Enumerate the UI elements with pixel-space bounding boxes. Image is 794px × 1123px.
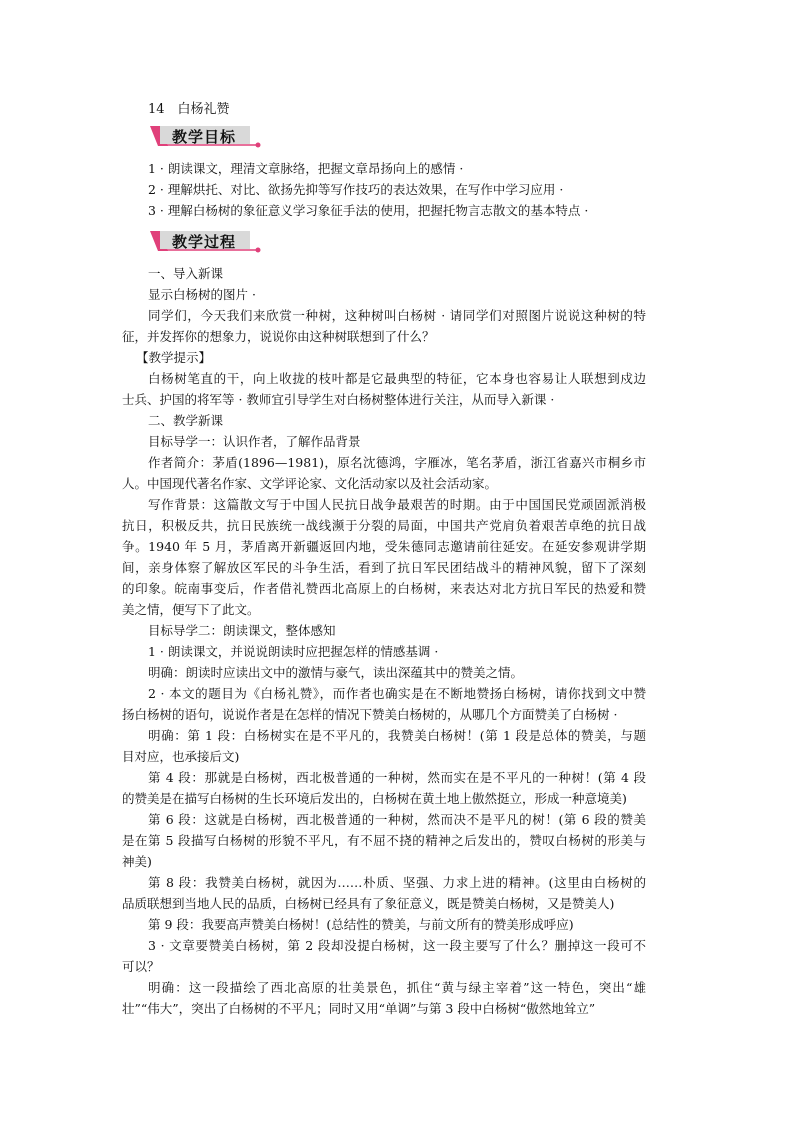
- text-line: 壮”“伟大”，突出了白杨树的不平凡；同时又用“单调”与第 3 段中白杨树“傲然地耸立”: [122, 1001, 596, 1016]
- text-line: 明确：这一段描绘了西北高原的壮美景色，抓住“黄与绿主宰着”这一特色，突出“雄: [148, 980, 646, 995]
- text-line: 写作背景：这篇散文写于中国人民抗日战争最艰苦的时期。由于中国国民党顽固派消极: [148, 497, 646, 512]
- text-line: 一、导入新课: [148, 266, 224, 281]
- text-line: 白杨树笔直的干，向上收拢的枝叶都是它最典型的特征，它本身也容易让人联想到戍边: [148, 371, 646, 386]
- text-line: 明确：朗读时应读出文中的激情与豪气，读出深蕴其中的赞美之情。: [148, 665, 524, 680]
- text-line: 争。1940 年 5 月，茅盾离开新疆返回内地，受朱德同志邀请前往延安。在延安参观讲学期: [122, 539, 646, 554]
- text-line: 美之情，便写下了此文。: [122, 602, 260, 617]
- section-heading-goals: 教学目标: [172, 128, 237, 146]
- text-line: 【教学提示】: [136, 350, 212, 365]
- text-line: 可以？: [122, 959, 160, 974]
- text-line: 品质联想到当地人民的品质，白杨树已经具有了象征意义，既是赞美白杨树，又是赞美人): [122, 896, 615, 911]
- text-line: 明确：第 1 段：白杨树实在是不平凡的，我赞美白杨树！(第 1 段是总体的赞美，与题: [148, 728, 646, 743]
- text-line: 3 · 文章要赞美白杨树，第 2 段却没提白杨树，这一段主要写了什么？删掉这一段可不: [148, 938, 646, 953]
- text-line: 的赞美是在描写白杨树的生长环境后发出的，白杨树在黄土地上傲然挺立，形成一种意境美): [122, 791, 627, 806]
- text-line: 目标导学二：朗读课文，整体感知: [148, 623, 336, 638]
- text-line: 士兵、护国的将军等 · 教师宜引导学生对白杨树整体进行关注，从而导入新课 ·: [122, 392, 555, 407]
- text-line: 目标导学一：认识作者，了解作品背景: [148, 434, 361, 449]
- text-line: 第 4 段：那就是白杨树，西北极普通的一种树，然而实在是不平凡的一种树！(第 4 段: [148, 770, 646, 785]
- goal-item: 1 · 朗读课文，理清文章脉络，把握文章昂扬向上的感情 ·: [148, 161, 464, 176]
- text-line: 的印象。皖南事变后，作者借礼赞西北高原上的白杨树，来表达对北方抗日军民的热爱和赞: [122, 581, 646, 596]
- text-line: 1 · 朗读课文，并说说朗读时应把握怎样的情感基调 ·: [148, 644, 439, 659]
- section-banner-goals: [146, 124, 264, 148]
- text-line: 二、教学新课: [148, 413, 224, 428]
- text-line: 抗日，积极反共，抗日民族统一战线濒于分裂的局面，中国共产党肩负着艰苦卓绝的抗日战: [122, 518, 646, 533]
- text-line: 扬白杨树的语句，说说作者是在怎样的情况下赞美白杨树的，从哪几个方面赞美了白杨树 ·: [122, 707, 618, 722]
- section-banner-process: [146, 229, 264, 253]
- text-line: 是在第 5 段描写白杨树的形貌不平凡，有不屈不挠的精神之后发出的，赞叹白杨树的形美与: [122, 833, 646, 848]
- text-line: 间，亲身体察了解放区军民的斗争生活，看到了抗日军民团结战斗的精神风貌，留下了深刻: [122, 560, 646, 575]
- section-heading-process: 教学过程: [172, 233, 237, 251]
- text-line: 第 9 段：我要高声赞美白杨树！(总结性的赞美，与前文所有的赞美形成呼应): [148, 917, 574, 932]
- text-line: 同学们，今天我们来欣赏一种树，这种树叫白杨树 · 请同学们对照图片说说这种树的特: [148, 308, 646, 323]
- goal-item: 2 · 理解烘托、对比、欲扬先抑等写作技巧的表达效果，在写作中学习应用 ·: [148, 182, 564, 197]
- text-line: 第 8 段：我赞美白杨树，就因为……朴质、坚强、力求上进的精神。(这里由白杨树的: [148, 875, 646, 890]
- text-line: 显示白杨树的图片 ·: [148, 287, 256, 302]
- text-line: 目对应，也承接后文): [122, 749, 240, 764]
- text-line: 作者简介：茅盾(1896—1981)，原名沈德鸿，字雁冰，笔名茅盾，浙江省嘉兴市桐乡市: [148, 455, 646, 470]
- text-line: 2 · 本文的题目为《白杨礼赞》，而作者也确实是在不断地赞扬白杨树，请你找到文中赞: [148, 686, 646, 701]
- text-line: 神美): [122, 854, 152, 869]
- lesson-title: 14 白杨礼赞: [148, 102, 230, 117]
- text-line: 第 6 段：这就是白杨树，西北极普通的一种树，然而决不是平凡的树！(第 6 段的赞美: [148, 812, 646, 827]
- text-line: 人。中国现代著名作家、文学评论家、文化活动家以及社会活动家。: [122, 476, 498, 491]
- text-line: 征，并发挥你的想象力，说说你由这种树联想到了什么？: [122, 329, 435, 344]
- goal-item: 3 · 理解白杨树的象征意义学习象征手法的使用，把握托物言志散文的基本特点 ·: [148, 203, 589, 218]
